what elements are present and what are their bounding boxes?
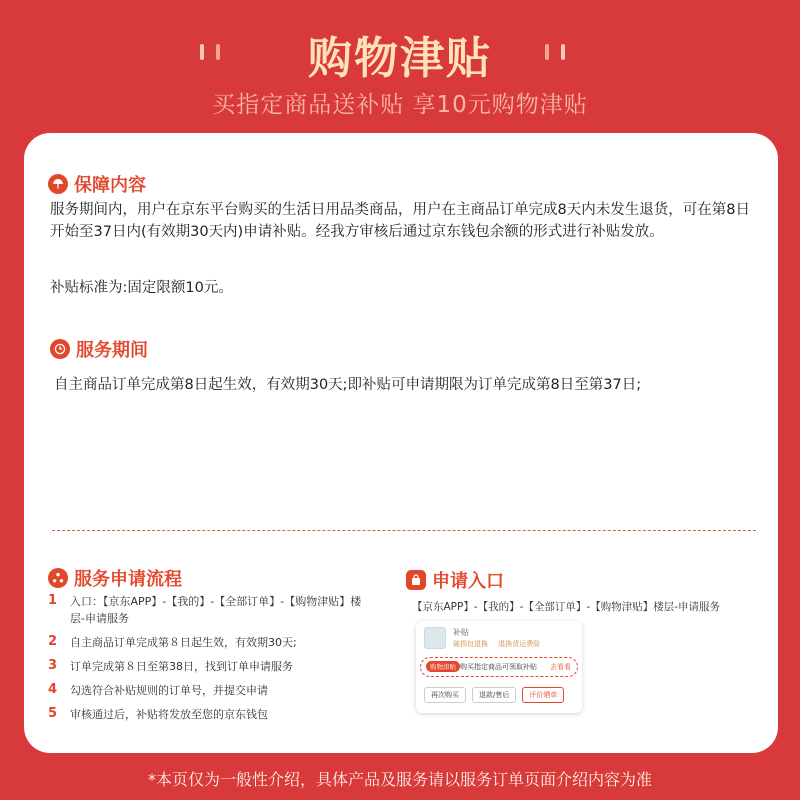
title-decoration-right [545,44,565,60]
mock-review-button[interactable]: 评价晒单 [522,687,564,703]
mock-subsidy-label: 补贴 [453,628,469,637]
step-number: 4 [48,682,58,697]
umbrella-icon [48,174,68,194]
mock-go-link[interactable]: 去看看 [550,663,571,671]
step-text: 自主商品订单完成第８日起生效，有效期30天; [70,636,297,649]
step-text: 审核通过后，补贴将发放至您的京东钱包 [70,708,268,721]
page-subtitle: 买指定商品送补贴 享10元购物津贴 [212,92,588,118]
mock-service-links [453,639,548,649]
mock-link-damage[interactable]: 破损包退换 [453,640,488,648]
mock-allowance-badge: 购物津贴 [426,661,460,672]
header [0,0,800,130]
clock-icon [50,339,70,359]
mock-button-row [424,687,564,703]
content-card [24,133,778,753]
process-title: 服务申请流程 [74,569,182,590]
protection-heading [48,171,146,197]
process-step [48,658,368,675]
section-divider [52,530,756,531]
step-number: 1 [48,593,58,608]
protection-title: 保障内容 [74,175,146,196]
step-text: 订单完成第８日至第38日，找到订单申请服务 [70,660,293,673]
period-body: 自主商品订单完成第8日起生效，有效期30天;即补贴可申请期限为订单完成第8日至第37日; [54,377,642,393]
process-step [48,593,368,627]
mock-allowance-note: 购买指定商品可领取补贴 [460,663,537,671]
process-step [48,706,368,723]
entry-title: 申请入口 [432,571,504,592]
entry-path: 【京东APP】-【我的】-【全部订单】-【购物津贴】楼层-申请服务 [412,601,721,613]
process-step [48,634,368,651]
mock-rebuy-button[interactable]: 再次购买 [424,687,466,703]
bag-icon [406,570,426,590]
protection-standard: 补贴标准为:固定限额10元。 [50,280,233,296]
mock-link-freight[interactable]: 退换货运费险 [498,640,541,648]
step-number: 2 [48,634,58,649]
page-title: 购物津贴 [308,33,492,84]
step-text: 勾选符合补贴规则的订单号，并提交申请 [70,684,268,697]
period-title: 服务期间 [76,340,148,361]
flow-icon [48,568,68,588]
step-number: 3 [48,658,58,673]
step-number: 5 [48,706,58,721]
period-heading [50,336,148,362]
process-step [48,682,368,699]
protection-body: 服务期间内，用户在京东平台购买的生活日用品类商品，用户在主商品订单完成8天内未发生退货，可在第8日开始至37日内(有效期30天内)申请补贴。经我方审核后通过京东钱包余额的形式进行补贴发放。 [50,202,750,240]
process-heading [48,565,182,591]
entry-heading [406,567,504,593]
footnote: *本页仅为一般性介绍，具体产品及服务请以服务订单页面介绍内容为准 [147,770,652,789]
step-text: 入口：【京东APP】-【我的】-【全部订单】-【购物津贴】楼层-申请服务 [70,595,362,625]
process-steps [48,593,368,730]
mock-refund-button[interactable]: 退款/售后 [472,687,516,703]
order-page-mockup [416,621,582,713]
product-thumbnail [424,627,446,649]
